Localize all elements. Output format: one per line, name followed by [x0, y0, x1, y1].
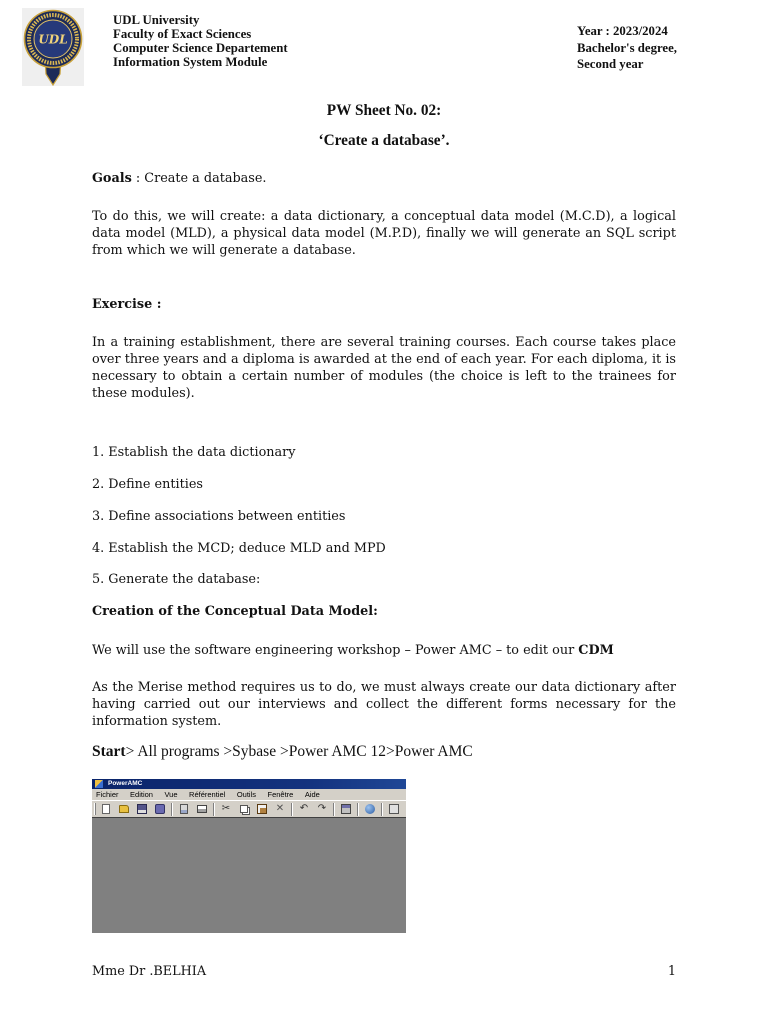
academic-block — [577, 23, 677, 73]
output-button — [385, 801, 403, 817]
task-item: 3. Define associations between entities — [92, 508, 346, 524]
save-icon — [137, 804, 147, 814]
output-icon — [389, 804, 399, 814]
properties-icon — [155, 804, 165, 814]
degree: Bachelor's degree, — [577, 40, 677, 55]
paragraph-line: having carried out our interviews and collect the different forms necessary for the — [92, 696, 676, 712]
paragraph-line: information system. — [92, 713, 222, 729]
toolbar-separator — [213, 803, 215, 816]
menu-edition: Edition — [130, 790, 153, 799]
institution-block — [113, 13, 288, 69]
study-level: Second year — [577, 57, 644, 71]
paragraph-line: over three years and a diploma is awarded at the end of each year. For each diploma, it is — [92, 351, 676, 367]
open-button — [115, 801, 133, 817]
undo-icon — [299, 804, 309, 814]
model-icon — [341, 804, 351, 814]
university-logo — [22, 8, 84, 86]
paragraph-line: As the Merise method requires us to do, we must always create our data dictionary after — [92, 679, 676, 695]
browser-button — [361, 801, 379, 817]
open-icon — [119, 805, 129, 813]
page-footer — [92, 964, 676, 981]
toolbar-separator — [291, 803, 293, 816]
start-path: > All programs >Sybase >Power AMC 12>Power AMC — [125, 742, 473, 760]
undo-button — [295, 801, 313, 817]
app-menu-bar — [92, 789, 406, 800]
print-icon — [197, 805, 207, 813]
faculty-name: Faculty of Exact Sciences — [113, 27, 252, 41]
new-button — [97, 801, 115, 817]
save-button — [133, 801, 151, 817]
tool-emphasis: CDM — [578, 642, 614, 658]
toolbar-separator — [357, 803, 359, 816]
sheet-title: PW Sheet No. 02: — [326, 102, 442, 119]
toolbar-separator — [381, 803, 383, 816]
start-path-line — [92, 743, 676, 761]
exercise-paragraph — [92, 335, 676, 403]
app-icon — [95, 780, 103, 788]
paragraph-line: from which we will generate a database. — [92, 242, 356, 258]
app-title: PowerAMC — [108, 780, 143, 787]
department-name: Computer Science Departement — [113, 41, 288, 55]
goals-label: Goals — [92, 170, 132, 186]
merise-paragraph — [92, 680, 676, 731]
delete-icon — [275, 804, 285, 814]
goals-text: : Create a database. — [135, 170, 267, 186]
menu-outils: Outils — [236, 790, 256, 799]
copy-icon — [240, 805, 248, 813]
university-name: UDL University — [113, 13, 200, 27]
toolbar-grip — [94, 803, 96, 815]
copy-button — [235, 801, 253, 817]
menu-fichier: Fichier — [96, 790, 119, 799]
module-name: Information System Module — [113, 55, 268, 69]
goals-line — [92, 171, 676, 188]
cut-icon — [221, 804, 231, 814]
page-number: 1 — [667, 963, 676, 979]
paragraph-line: these modules). — [92, 385, 195, 401]
paragraph-line: To do this, we will create: a data dictionary, a conceptual data model (M.C.D), a logical — [92, 208, 676, 224]
menu-referentiel: Référentiel — [189, 790, 226, 799]
sheet-subject: ‘Create a database’. — [318, 132, 450, 149]
menu-vue: Vue — [164, 790, 178, 799]
academic-year: Year : 2023/2024 — [577, 24, 668, 38]
print-button — [193, 801, 211, 817]
task-item: 5. Generate the database: — [92, 571, 261, 587]
section-heading: Creation of the Conceptual Data Model: — [92, 603, 378, 619]
print-preview-button — [175, 801, 193, 817]
delete-button — [271, 801, 289, 817]
task-item: 4. Establish the MCD; deduce MLD and MPD — [92, 540, 386, 556]
tool-text: We will use the software engineering workshop – Power AMC – to edit our — [92, 642, 575, 658]
start-label: Start — [92, 742, 126, 760]
task-item: 1. Establish the data dictionary — [92, 444, 296, 460]
paragraph-line: necessary to obtain a certain number of modules (the choice is left to the trainees for — [92, 368, 676, 384]
app-toolbar — [92, 800, 406, 818]
print-preview-icon — [180, 804, 188, 814]
model-button — [337, 801, 355, 817]
intro-paragraph — [92, 209, 676, 260]
paragraph-line: data model (MLD), a physical data model (M.P.D), finally we will generate an SQL script — [92, 225, 676, 241]
task-item: 2. Define entities — [92, 476, 203, 492]
new-icon — [102, 804, 110, 814]
powearamc-window-screenshot — [92, 779, 406, 933]
toolbar-separator — [333, 803, 335, 816]
tool-line — [92, 643, 676, 660]
menu-aide: Aide — [304, 790, 320, 799]
menu-fenetre: Fenêtre — [267, 790, 294, 799]
paste-button — [253, 801, 271, 817]
paragraph-line: In a training establishment, there are several training courses. Each course takes place — [92, 334, 676, 350]
cut-button — [217, 801, 235, 817]
logo-lettering: UDL — [38, 32, 68, 47]
properties-button — [151, 801, 169, 817]
toolbar-separator — [171, 803, 173, 816]
app-workspace — [92, 818, 406, 933]
browser-icon — [365, 804, 375, 814]
app-title-bar — [92, 779, 406, 789]
paste-icon — [257, 804, 267, 814]
redo-button — [313, 801, 331, 817]
exercise-label: Exercise : — [92, 296, 162, 312]
footer-author: Mme Dr .BELHIA — [92, 963, 207, 979]
redo-icon — [317, 804, 327, 814]
